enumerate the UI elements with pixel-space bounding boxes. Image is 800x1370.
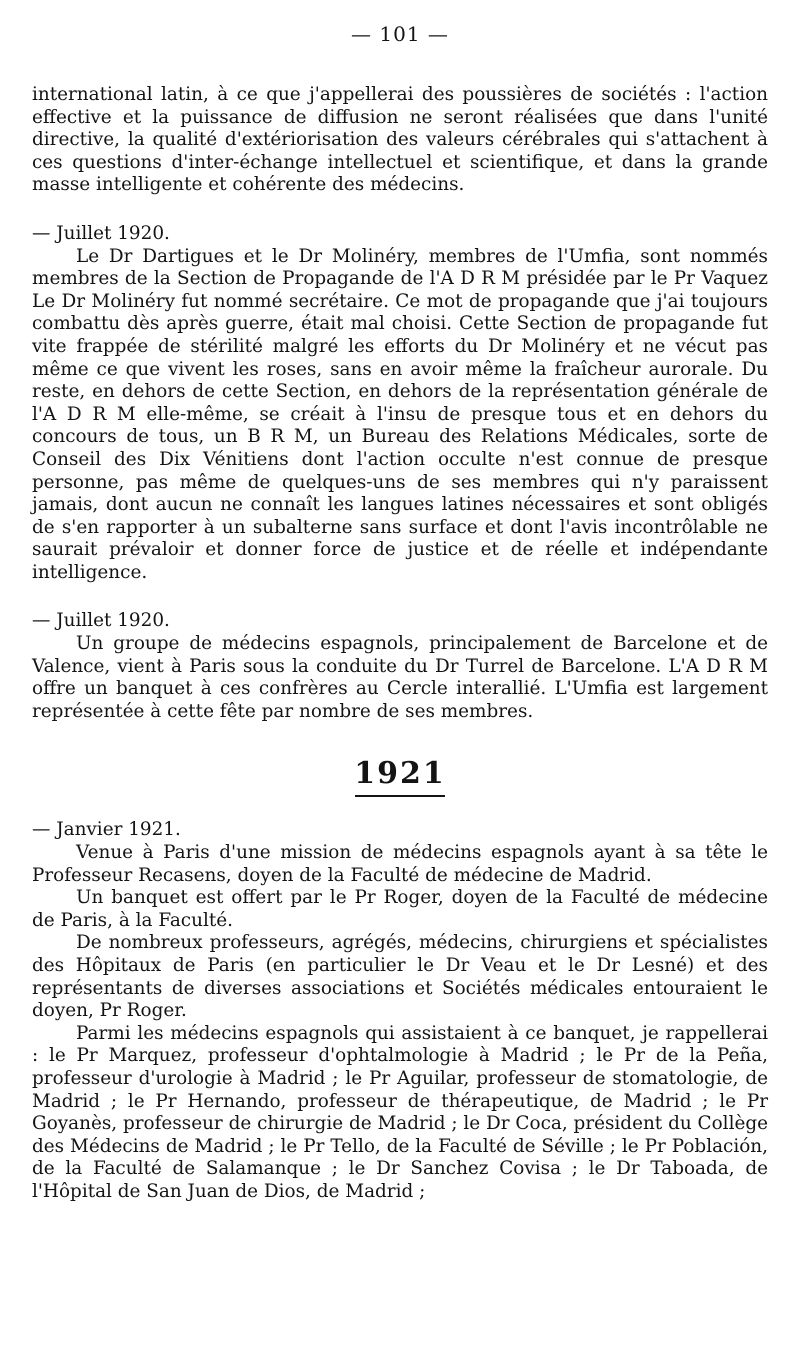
entry-date-heading: — Janvier 1921. [32, 819, 181, 841]
paragraph-spanish-doctors: Parmi les médecins espagnols qui assistaient à ce banquet, je rappellerai : le Pr Marquez, professeur d'ophtalmologie à Madrid ; le Pr de la Peña, professeur d'urologie à Madrid ; le Pr Aguilar, professeur de stomatologie, de Madrid ; le Pr Hernando, professeur de thérapeutique, de Madrid ; le Pr Goyanès, professeur de chirurgie de Madrid ; le Dr Coca, président du Collège des Médecins de Madrid ; le Pr Tello, de la Faculté de Séville ; le Pr Población, de la Faculté de Salamanque ; le Dr Sanchez Covisa ; le Dr Taboada, de l'Hôpital de San Juan de Dios, de Madrid ; [32, 1022, 768, 1202]
paragraph-attendees: De nombreux professeurs, agrégés, médecins, chirurgiens et spécialistes des Hôpitaux de Paris (en particulier le Dr Veau et le Dr Lesné) et des représentants de diverses associations et Sociétés médicales entouraient le doyen, Pr Roger. [32, 932, 768, 1022]
spacer [32, 797, 768, 819]
page-number: — 101 — [351, 22, 449, 46]
entry-date-heading: — Juillet 1920. [32, 222, 170, 244]
year-heading: 1921 [354, 756, 446, 792]
paragraph-spanish-group: Un groupe de médecins espagnols, principalement de Barcelone et de Valence, vient à Paris sous la conduite du Dr Turrel de Barcelone. L'A D R M offre un banquet à ces confrères au Cercle interallié. L'Umfia est largement représentée à cette fête par nombre de ses membres. [32, 633, 768, 722]
paragraph-intro: international latin, à ce que j'appellerai des poussières de sociétés : l'action effective et la puissance de diffusion ne seront réalisées que dans l'unité directive, la qualité d'extériorisation des valeurs cérébrales qui s'attachent à ces questions d'inter-échange intellectuel et scientifique, et dans la grande masse intelligente et cohérente des médecins. [32, 84, 768, 196]
paragraph-section-propagande: Le Dr Dartigues et le Dr Molinéry, membres de l'Umfia, sont nommés membres de la Section de Propagande de l'A D R M présidée par le Pr Vaquez Le Dr Molinéry fut nommé secrétaire. Ce mot de propagande que j'ai toujours combattu dès après guerre, était mal choisi. Cette Section de propagande fut vite frappée de stérilité malgré les efforts du Dr Molinéry et ne vécut pas même ce que vivent les roses, sans en avoir même la fraîcheur aurorale. Du reste, en dehors de cette Section, en dehors de la représentation générale de l'A D R M elle-même, se créait à l'insu de presque tous et en dehors du concours de tous, un B R M, un Bureau des Relations Médicales, sorte de Conseil des Dix Vénitiens dont l'action occulte n'est connue de presque personne, pas même de quelques-uns de ses membres qui n'y paraissent jamais, dont aucun ne connaît les langues latines nécessaires et sont obligés de s'en rapporter à un subalterne sans surface et dont l'avis incontrôlable ne saurait prévaloir et donner force de justice et de réelle et indépendante intelligence. [32, 245, 768, 583]
paragraph-mission: Venue à Paris d'une mission de médecins espagnols ayant à sa tête le Professeur Recasens, doyen de la Faculté de médecine de Madrid. [32, 842, 768, 886]
spacer [32, 584, 768, 610]
entry-date-heading: — Juillet 1920. [32, 610, 170, 632]
spacer [32, 197, 768, 223]
paragraph-banquet: Un banquet est offert par le Pr Roger, doyen de la Faculté de médecine de Paris, à la Faculté. [32, 887, 768, 931]
document-page [32, 22, 768, 1204]
